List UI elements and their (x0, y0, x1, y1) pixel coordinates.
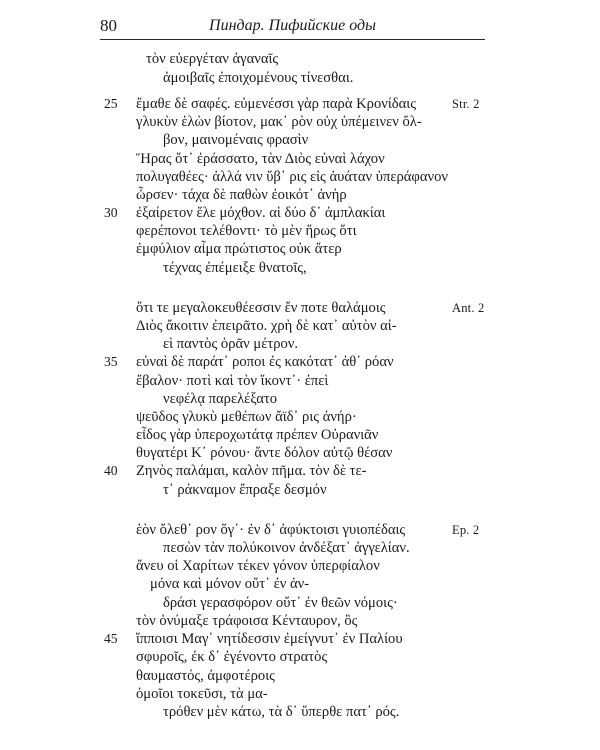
running-title: Пиндар. Пифийские оды (209, 17, 376, 34)
verse-line: θυγατέρι Κ᾿ ρόνου· ἅντε δόλον αὐτῷ θέσαν (136, 445, 393, 461)
verse-line: τὸν εὐεργέταν ἀγαναῖς (146, 51, 279, 67)
verse-line: ἔμαθε δὲ σαφές. εὐμενέσσι γὰρ παρὰ Κρονίδαις (136, 96, 416, 112)
verse-line: γλυκὺν ἑλὼν βίοτον, μακ᾿ ρὸν οὐχ ὑπέμεινεν ὄλ- (136, 114, 422, 130)
line-number: 40 (104, 463, 118, 478)
verse-line: ψεῦδος γλυκὺ μεθέπων ἄϊδ᾿ ρις ἀνήρ· (136, 409, 357, 425)
verse-line: ἐμφύλιον αἷμα πρώτιστος οὐκ ἄτερ (136, 241, 342, 257)
verse-line: τ᾿ ράκναμον ἔπραξε δεσμόν (163, 482, 327, 498)
verse-line: εὐναὶ δὲ παράτ᾿ ροποι ἐς κακότατ᾿ ἀθ᾿ ρόαν (136, 354, 394, 370)
verse-line: Ζηνὸς παλάμαι, καλὸν πῆμα. τὸν δὲ τε- (136, 463, 367, 479)
verse-line: ἵπποισι Μαγ᾿ νητίδεσσιν ἐμείγνυτ᾿ ἐν Παλίου (136, 631, 403, 647)
verse-line: φερέπονοι τελέθοντι· τὸ μὲν ἥρως ὅτι (136, 223, 357, 239)
verse-line: μόνα καὶ μόνον οὔτ᾿ ἐν ἀν- (150, 576, 310, 592)
line-number: 45 (104, 631, 118, 646)
verse-line: τὸν ὀνύμαξε τράφοισα Κένταυρον, ὃς (136, 613, 358, 629)
verse-line: τέχνας ἐπέμειξε θνατοῖς, (163, 260, 307, 276)
verse-line: Διὸς ἄκοιτιν ἐπειρᾶτο. χρὴ δὲ κατ᾿ αὐτὸν αἰ- (136, 318, 397, 334)
verse-line: σφυροῖς, ἐκ δ᾿ ἐγένοντο στρατὸς (136, 649, 328, 665)
verse-line: ἀμοιβαῖς ἐποιχομένους τίνεσθαι. (163, 70, 354, 86)
verse-line: τρόθεν μὲν κάτω, τὰ δ᾿ ὕπερθε πατ᾿ ρός. (163, 704, 400, 720)
verse-line: ἄνευ οἱ Χαρίτων τέκεν γόνον ὑπερφίαλον (136, 558, 380, 574)
verse-line: δράσι γερασφόρον οὔτ᾿ ἐν θεῶν νόμοις· (163, 595, 398, 611)
line-number: 25 (104, 96, 118, 111)
verse-line: ὅτι τε μεγαλοκευθέεσσιν ἔν ποτε θαλάμοις (136, 300, 386, 316)
epode-label: Ep. 2 (452, 523, 480, 537)
verse-line: εἶδος γὰρ ὑπεροχωτάτᾳ πρέπεν Οὐρανιᾶν (136, 427, 379, 443)
verse-line: βον, μαινομέναις φρασὶν (163, 132, 309, 148)
line-number: 35 (104, 354, 118, 369)
antistrophe-label: Ant. 2 (452, 301, 485, 315)
running-header (100, 15, 485, 40)
line-number: 30 (104, 205, 118, 220)
verse-line: εὶ παντὸς ὁρᾶν μέτρον. (163, 336, 299, 352)
verse-line: πεσὼν τὰν πολύκοινον ἀνδέξατ᾿ ἀγγελίαν. (163, 540, 410, 556)
verse-line: ἔβαλον· ποτὶ καὶ τὸν ἵκοντ᾿· ἐπεὶ (136, 373, 329, 389)
verse-line: Ἥρας ὅτ᾿ ἐράσσατο, τὰν Διὸς εὐναὶ λάχον (136, 151, 385, 167)
verse-line: πολυγαθέες· ἀλλά νιν ὕβ᾿ ρις εἰς ἀυάταν ὑπεράφανον (136, 169, 448, 185)
verse-line: ἑὸν ὄλεθ᾿ ρον ὅγ᾿· ἐν δ᾿ ἀφύκτοισι γυιοπέδαις (136, 522, 406, 538)
verse-line: ὁμοῖοι τοκεῦσι, τὰ μα- (136, 686, 268, 702)
verse-line: θαυμαστός, ἀμφοτέροις (136, 668, 275, 684)
verse-line: νεφέλᾳ παρελέξατο (163, 391, 278, 407)
strophe-label: Str. 2 (452, 97, 480, 111)
page-number: 80 (100, 16, 117, 35)
verse-line: ἐξαίρετον ἕλε μόχθον. αἱ δύο δ᾿ ἀμπλακίαι (136, 205, 386, 221)
verse-line: ὦρσεν· τάχα δὲ παθὼν ἐοικότ᾿ ἀνὴρ (136, 187, 347, 203)
